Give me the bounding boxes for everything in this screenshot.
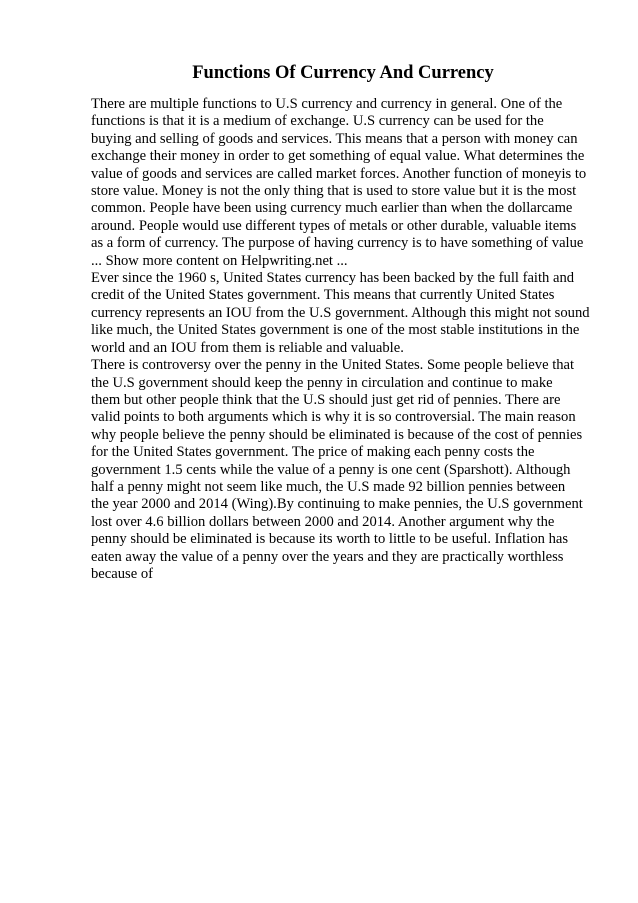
text-line: eaten away the value of a penny over the years and they are practically worthless [91, 548, 564, 565]
text-line: buying and selling of goods and services. This means that a person with money can [91, 130, 578, 147]
text-line: There are multiple functions to U.S currency and currency in general. One of the [91, 96, 563, 112]
text-line: store value. Money is not the only thing that is used to store value but it is the most [91, 183, 577, 200]
text-line: lost over 4.6 billion dollars between 2000 and 2014. Another argument why the [91, 513, 555, 530]
text-line: valid points to both arguments which is why it is so controversial. The main reason [91, 409, 576, 426]
text-line: currency represents an IOU from the U.S government. Although this might not sound [91, 304, 590, 321]
text-line: the year 2000 and 2014 (Wing).By continuing to make pennies, the U.S government [91, 496, 583, 513]
text-line: credit of the United States government. This means that currently United States [91, 287, 555, 304]
text-line: There is controversy over the penny in the United States. Some people believe that [91, 357, 575, 374]
text-line: common. People have been using currency much earlier than when the dollarcame [91, 200, 573, 217]
text-line: Ever since the 1960 s, United States currency has been backed by the full faith and [91, 270, 575, 287]
text-line: world and an IOU from them is reliable and valuable. [91, 339, 404, 356]
text-line: as a form of currency. The purpose of having currency is to have something of value [91, 235, 584, 252]
text-line: them but other people think that the U.S should just get rid of pennies. There are [91, 391, 561, 408]
text-line: government 1.5 cents while the value of a penny is one cent (Sparshott). Although [91, 461, 571, 478]
document-body [91, 96, 591, 583]
text-line: value of goods and services are called market forces. Another function of moneyis to [91, 165, 587, 182]
text-line: the U.S government should keep the penny in circulation and continue to make [91, 374, 553, 391]
text-line: like much, the United States government is one of the most stable institutions in the [91, 322, 580, 339]
text-line: exchange their money in order to get something of equal value. What determines the [91, 148, 585, 165]
text-line: for the United States government. The price of making each penny costs the [91, 444, 535, 461]
text-line: around. People would use different types of metals or other durable, valuable items [91, 217, 577, 234]
text-line: penny should be eliminated is because its worth to little to be useful. Inflation has [91, 531, 569, 548]
document-title: Functions Of Currency And Currency [192, 63, 494, 83]
text-line: why people believe the penny should be eliminated is because of the cost of pennies [91, 426, 583, 443]
text-line: because of [91, 565, 153, 582]
text-line: half a penny might not seem like much, the U.S made 92 billion pennies between [91, 478, 566, 495]
text-line: functions is that it is a medium of exchange. U.S currency can be used for the [91, 113, 544, 130]
show-more-link[interactable]: ... Show more content on Helpwriting.net ... [91, 252, 348, 269]
